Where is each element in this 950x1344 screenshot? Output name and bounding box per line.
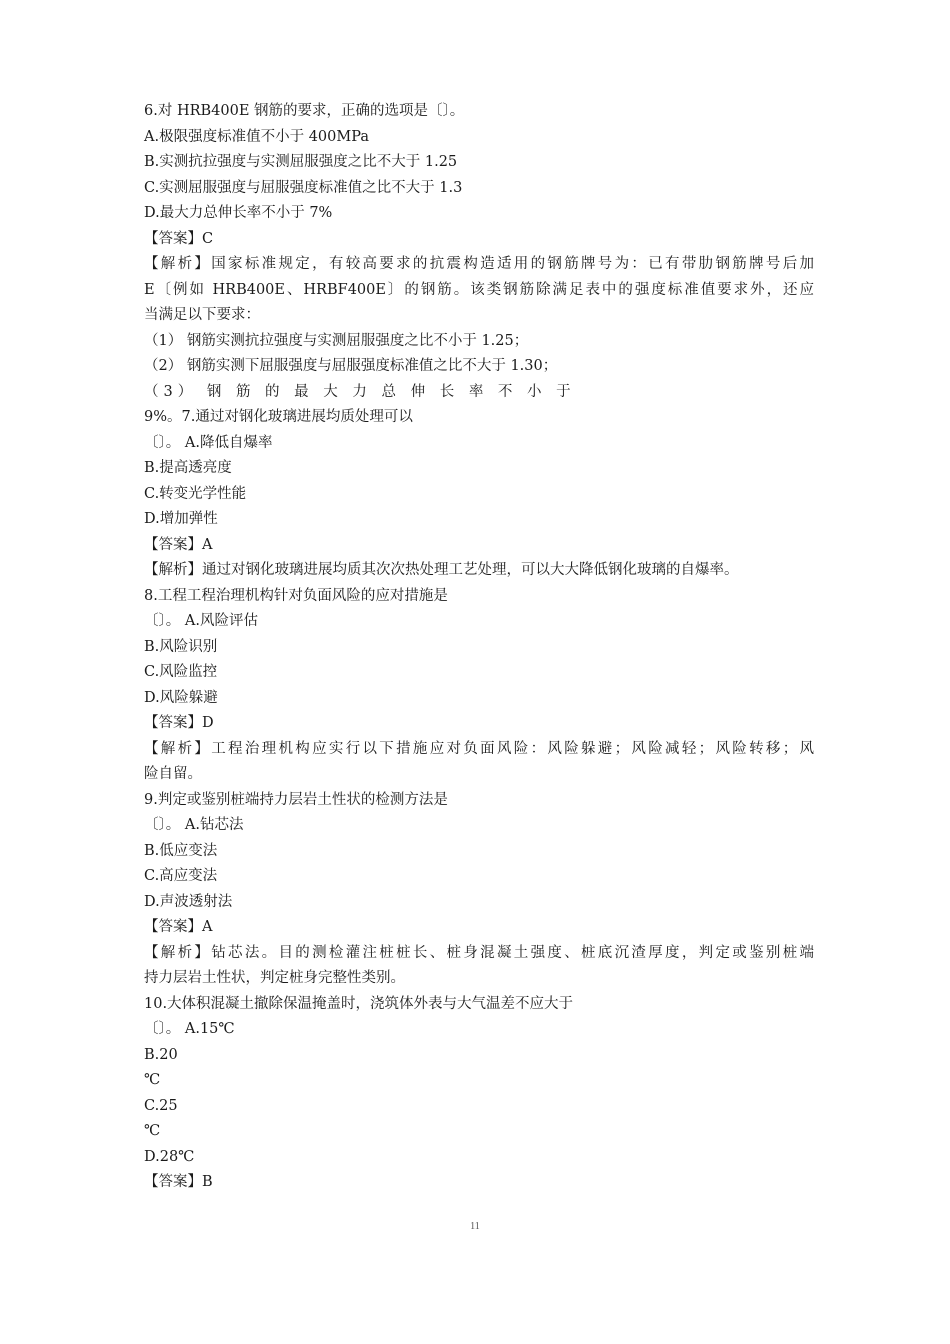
question-10-option-b-unit: ℃ bbox=[144, 1072, 161, 1088]
question-7-option-a: 〔〕。 A.降低自爆率 bbox=[144, 434, 273, 451]
question-8-option-d: D.风险躲避 bbox=[144, 689, 218, 706]
question-9-analysis-line-1: 【解析】钻芯法。目的测检灌注桩桩长、桩身混凝土强度、桩底沉渣厚度，判定或鉴别桩端 bbox=[144, 944, 814, 961]
question-9-analysis-line-2: 持力层岩土性状，判定桩身完整性类别。 bbox=[144, 970, 405, 986]
question-10-option-c-unit: ℃ bbox=[144, 1123, 161, 1139]
question-6-option-c: C.实测屈服强度与屈服强度标准值之比不大于 1.3 bbox=[144, 179, 463, 196]
question-10-answer: 【答案】B bbox=[144, 1174, 213, 1190]
question-6-requirement-2: （2） 钢筋实测下屈服强度与屈服强度标准值之比不大于 1.30； bbox=[144, 358, 558, 374]
question-9-option-d: D.声波透射法 bbox=[144, 893, 233, 910]
question-6-answer: 【答案】C bbox=[144, 230, 214, 247]
question-6-option-d: D.最大力总伸长率不小于 7% bbox=[144, 205, 333, 221]
question-9-answer: 【答案】A bbox=[144, 919, 213, 935]
question-6-analysis-line-3: 当满足以下要求： bbox=[144, 307, 260, 323]
question-6-option-a: A.极限强度标准值不小于 400MPa bbox=[144, 128, 369, 145]
question-9-option-a: 〔〕。 A.钻芯法 bbox=[144, 817, 244, 833]
page-content bbox=[144, 99, 814, 1196]
question-7-analysis: 【解析】通过对钢化玻璃进展均质其次次热处理工艺处理，可以大大降低钢化玻璃的自爆率。 bbox=[144, 562, 739, 578]
question-7-answer: 【答案】A bbox=[144, 536, 213, 553]
question-10-option-b: B.20 bbox=[144, 1046, 178, 1063]
question-8-option-a: 〔〕。 A.风险评估 bbox=[144, 613, 258, 629]
question-9-stem: 9.判定或鉴别桩端持力层岩土性状的检测方法是 bbox=[144, 791, 448, 808]
question-6-option-b: B.实测抗拉强度与实测屈服强度之比不大于 1.25 bbox=[144, 154, 458, 170]
question-6-requirement-3: （3） 钢 筋 的 最 大 力 总 伸 长 率 不 小 于 bbox=[144, 383, 576, 400]
question-7-stem: 9%。7.通过对钢化玻璃进展均质处理可以 bbox=[144, 409, 413, 425]
question-8-stem: 8.工程工程治理机构针对负面风险的应对措施是 bbox=[144, 587, 448, 604]
question-6-analysis-line-1: 【解析】国家标准规定，有较高要求的抗震构造适用的钢筋牌号为：已有带肋钢筋牌号后加 bbox=[144, 256, 814, 272]
question-7-option-c: C.转变光学性能 bbox=[144, 485, 247, 502]
question-6-requirement-1: （1） 钢筋实测抗拉强度与实测屈服强度之比不小于 1.25； bbox=[144, 332, 529, 349]
question-6-stem: 6.对 HRB400E 钢筋的要求，正确的选项是〔〕。 bbox=[144, 103, 465, 119]
question-8-option-c: C.风险监控 bbox=[144, 664, 218, 680]
question-8-analysis-line-2: 险自留。 bbox=[144, 766, 202, 782]
question-10-option-a: 〔〕。 A.15℃ bbox=[144, 1021, 235, 1037]
question-8-answer: 【答案】D bbox=[144, 715, 214, 731]
question-8-option-b: B.风险识别 bbox=[144, 638, 218, 655]
question-10-option-d: D.28℃ bbox=[144, 1148, 195, 1165]
question-10-option-c: C.25 bbox=[144, 1097, 178, 1114]
page-number: 11 bbox=[470, 1221, 480, 1232]
question-9-option-c: C.高应变法 bbox=[144, 868, 218, 884]
question-7-option-d: D.增加弹性 bbox=[144, 511, 218, 527]
question-10-stem: 10.大体积混凝土撤除保温掩盖时，浇筑体外表与大气温差不应大于 bbox=[144, 995, 574, 1012]
question-6-analysis-line-2: E〔例如 HRB400E、HRBF400E〕的钢筋。该类钢筋除满足表中的强度标准值要求外，还应 bbox=[144, 281, 814, 298]
question-8-analysis-line-1: 【解析】工程治理机构应实行以下措施应对负面风险：风险躲避；风险减轻；风险转移；风 bbox=[144, 740, 814, 757]
question-9-option-b: B.低应变法 bbox=[144, 842, 218, 859]
question-7-option-b: B.提高透亮度 bbox=[144, 460, 232, 476]
